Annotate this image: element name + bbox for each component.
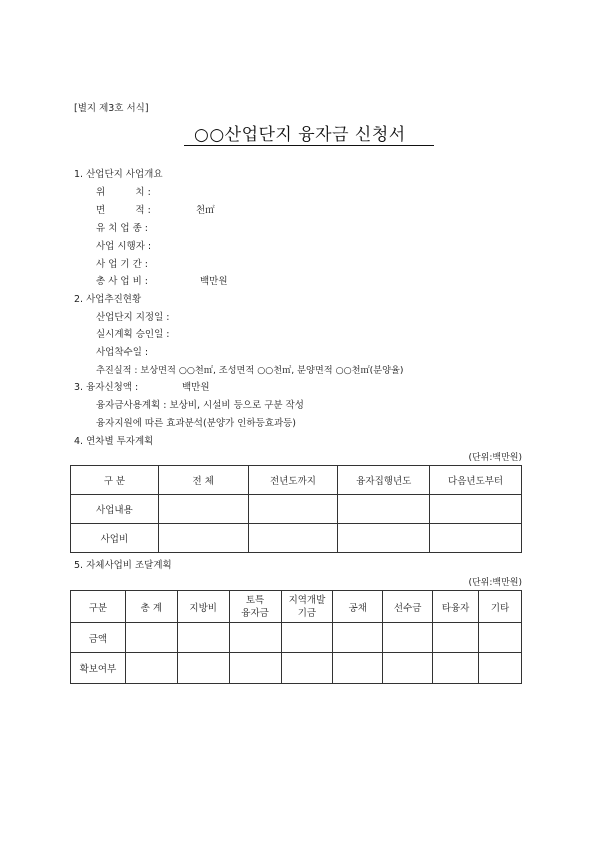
category-label: 유 치 업 종 : — [96, 223, 148, 234]
period-label: 사 업 기 간 : — [96, 259, 148, 270]
input-cell[interactable] — [229, 653, 281, 684]
input-cell[interactable] — [383, 653, 433, 684]
section1-heading: 1. 산업단지 사업개요 — [74, 169, 163, 180]
input-cell[interactable] — [430, 495, 522, 524]
header-cell: 공채 — [333, 591, 383, 623]
area-label: 면 적 : — [96, 205, 151, 216]
start-date-label: 사업착수일 : — [96, 347, 149, 358]
input-cell[interactable] — [281, 653, 333, 684]
header-cell: 지방비 — [177, 591, 229, 623]
input-cell[interactable] — [281, 623, 333, 653]
usage-plan-label: 융자금사용계획 : 보상비, 시설비 등으로 구분 작성 — [96, 400, 304, 411]
input-cell[interactable] — [158, 495, 248, 524]
input-cell[interactable] — [125, 623, 177, 653]
input-cell[interactable] — [383, 623, 433, 653]
row-label: 사업비 — [71, 524, 159, 553]
header-cell: 타융자 — [433, 591, 479, 623]
input-cell[interactable] — [333, 623, 383, 653]
section2-heading: 2. 사업추진현황 — [74, 294, 142, 305]
input-cell[interactable] — [177, 623, 229, 653]
table-header-row — [71, 466, 522, 495]
header-cell: 선수금 — [383, 591, 433, 623]
total-cost-label: 총 사 업 비 : — [96, 276, 148, 287]
header-cell: 총 계 — [125, 591, 177, 623]
header-cell: 토특 융자금 — [229, 591, 281, 623]
row-label: 사업내용 — [71, 495, 159, 524]
table-row — [71, 524, 522, 553]
section4-unit-note: (단위:백만원) — [468, 453, 522, 463]
section5-heading: 5. 자체사업비 조달계획 — [74, 560, 172, 571]
table-row — [71, 623, 522, 653]
section4-heading: 4. 연차별 투자계획 — [74, 436, 154, 447]
designation-date-label: 산업단지 지정일 : — [96, 312, 170, 323]
header-cell: 지역개발 기금 — [281, 591, 333, 623]
area-unit: 천㎡ — [196, 205, 215, 216]
input-cell[interactable] — [479, 623, 522, 653]
funding-plan-table — [70, 590, 522, 684]
header-cell: 구분 — [71, 591, 126, 623]
input-cell[interactable] — [158, 524, 248, 553]
investment-plan-table — [70, 465, 522, 553]
input-cell[interactable] — [433, 653, 479, 684]
input-cell[interactable] — [125, 653, 177, 684]
header-cell: 전 체 — [158, 466, 248, 495]
input-cell[interactable] — [479, 653, 522, 684]
row-label: 금액 — [71, 623, 126, 653]
input-cell[interactable] — [229, 623, 281, 653]
progress-label: 추진실적 : 보상면적 ○○천㎡, 조성면적 ○○천㎡, 분양면적 ○○천㎡(분양율) — [96, 365, 404, 376]
header-cell: 기타 — [479, 591, 522, 623]
input-cell[interactable] — [430, 524, 522, 553]
total-cost-unit: 백만원 — [200, 276, 228, 287]
input-cell[interactable] — [248, 495, 338, 524]
operator-label: 사업 시행자 : — [96, 241, 152, 252]
document-title: ○○산업단지 융자금 신청서 — [184, 120, 434, 146]
section3-heading: 3. 융자신청액 : — [74, 382, 139, 393]
section5-unit-note: (단위:백만원) — [468, 578, 522, 588]
input-cell[interactable] — [177, 653, 229, 684]
table-header-row — [71, 591, 522, 623]
input-cell[interactable] — [338, 495, 430, 524]
input-cell[interactable] — [248, 524, 338, 553]
header-cell: 전년도까지 — [248, 466, 338, 495]
header-cell: 융자집행년도 — [338, 466, 430, 495]
table-row — [71, 653, 522, 684]
table-row — [71, 495, 522, 524]
input-cell[interactable] — [433, 623, 479, 653]
plan-approval-date-label: 실시계획 승인일 : — [96, 329, 170, 340]
form-label: [별지 제3호 서식] — [74, 103, 149, 114]
loan-amount-unit: 백만원 — [182, 382, 210, 393]
effect-label: 융자지원에 따른 효과분석(분양가 인하등효과등) — [96, 418, 297, 429]
input-cell[interactable] — [338, 524, 430, 553]
input-cell[interactable] — [333, 653, 383, 684]
location-label: 위 치 : — [96, 187, 151, 198]
header-cell: 다음년도부터 — [430, 466, 522, 495]
row-label: 확보여부 — [71, 653, 126, 684]
header-cell: 구 분 — [71, 466, 159, 495]
